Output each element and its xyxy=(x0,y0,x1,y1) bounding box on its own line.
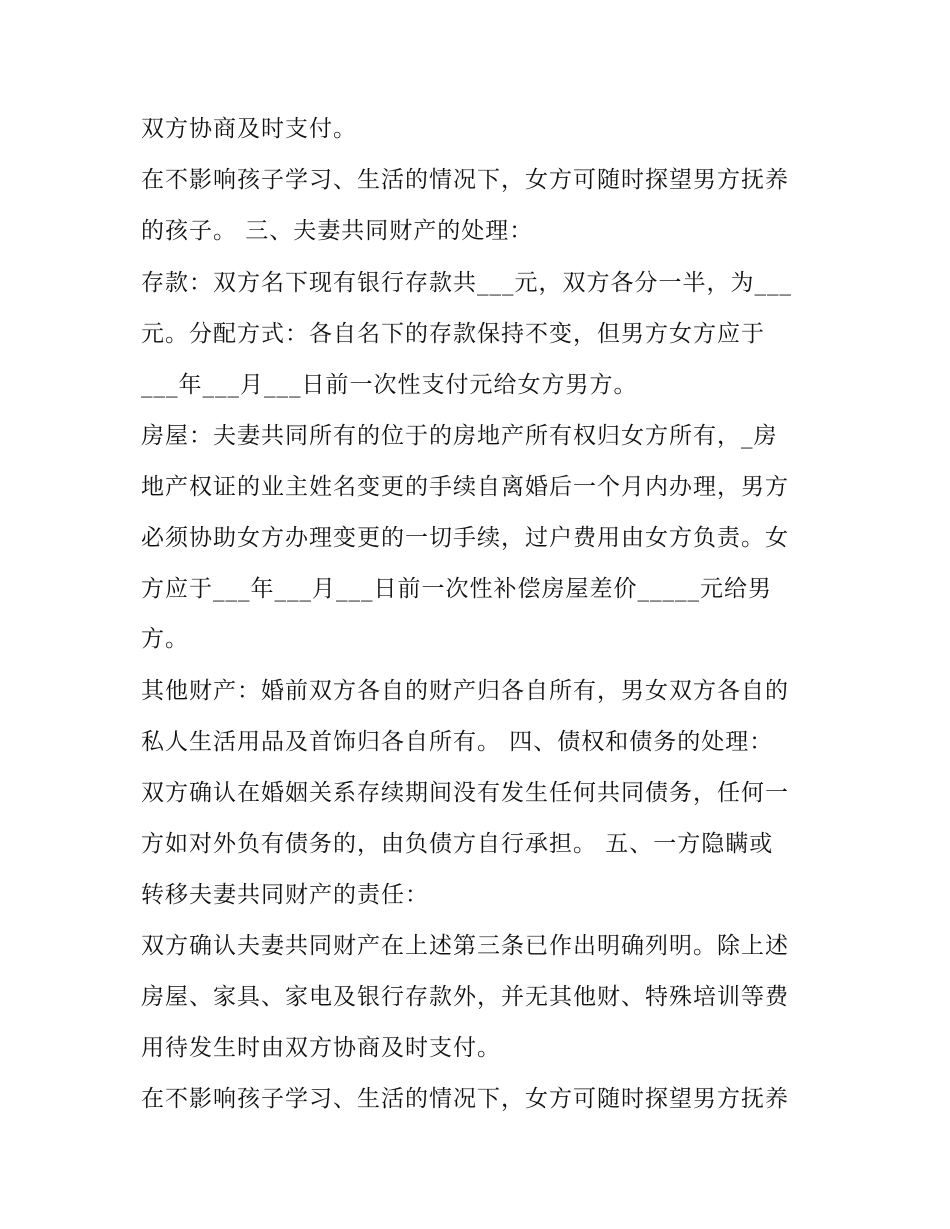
text-line: 用待发生时由双方协商及时支付。 xyxy=(141,1035,501,1061)
text-line: 方如对外负有债务的，由负债方自行承担。 五、一方隐瞒或 xyxy=(141,831,774,857)
text-line: 元。分配方式：各自名下的存款保持不变，但男方女方应于 xyxy=(141,321,765,347)
text-line: 私人生活用品及首饰归各自所有。 四、债权和债务的处理： xyxy=(141,729,774,755)
text-line: 在不影响孩子学习、生活的情况下，女方可随时探望男方抚养 xyxy=(141,1086,789,1112)
text-line: 转移夫妻共同财产的责任： xyxy=(141,882,429,908)
text-line: 必须协助女方办理变更的一切手续，过户费用由女方负责。女 xyxy=(141,525,789,551)
text-line: 方应于___年___月___日前一次性补偿房屋差价_____元给男 xyxy=(141,576,772,602)
text-line: 的孩子。 三、夫妻共同财产的处理： xyxy=(141,218,534,244)
text-line: 双方协商及时支付。 xyxy=(141,116,357,142)
text-line: 房屋、家具、家电及银行存款外，并无其他财、特殊培训等费 xyxy=(141,984,789,1010)
text-line: ___年___月___日前一次性支付元给女方男方。 xyxy=(141,372,638,398)
text-line: 双方确认在婚姻关系存续期间没有发生任何共同债务，任何一 xyxy=(141,780,789,806)
text-line: 在不影响孩子学习、生活的情况下，女方可随时探望男方抚养 xyxy=(141,167,789,193)
text-line: 地产权证的业主姓名变更的手续自离婚后一个月内办理，男方 xyxy=(141,474,789,500)
text-line: 房屋：夫妻共同所有的位于的房地产所有权归女方所有，_房 xyxy=(141,423,778,449)
text-line: 双方确认夫妻共同财产在上述第三条已作出明确列明。除上述 xyxy=(141,933,789,959)
text-line: 其他财产：婚前双方各自的财产归各自所有，男女双方各自的 xyxy=(141,678,789,704)
text-line: 存款：双方名下现有银行存款共___元，双方各分一半，为___ xyxy=(141,270,792,296)
text-line: 方。 xyxy=(141,626,189,652)
